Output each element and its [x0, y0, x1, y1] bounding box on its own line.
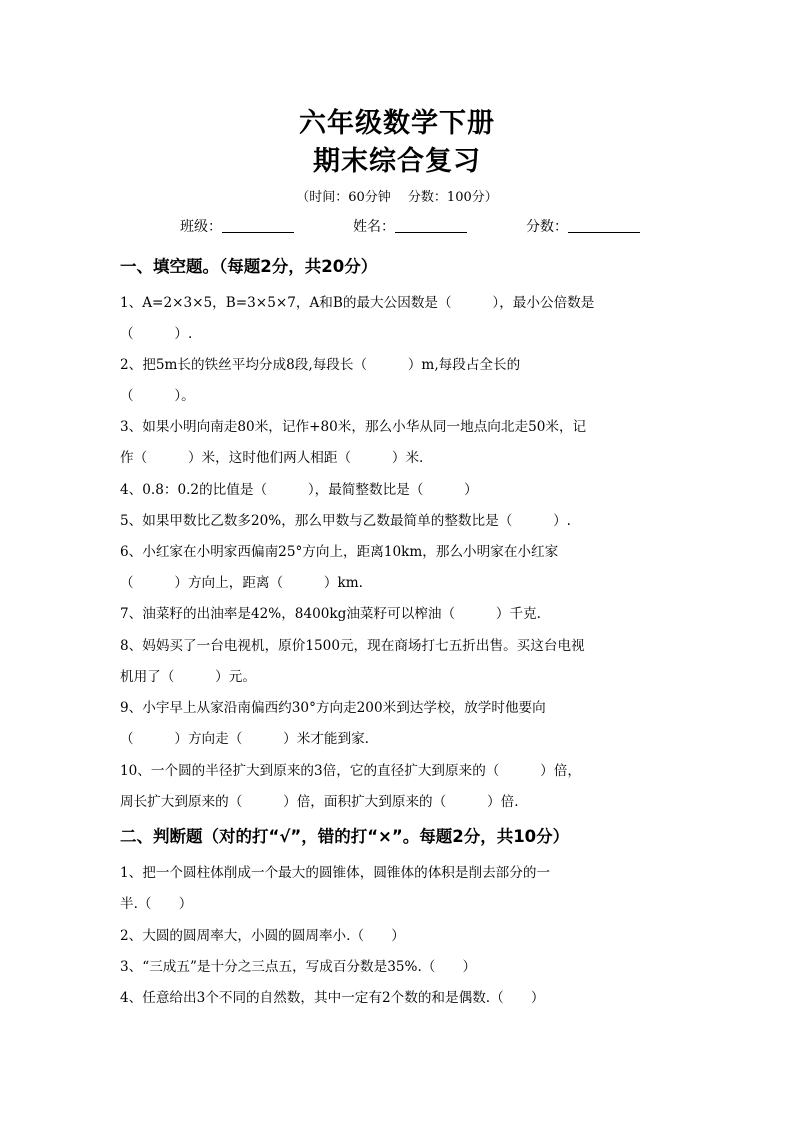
exam-meta: （时间：60分钟 分数：100分） [296, 190, 498, 205]
question-line: 作（ ）米，这时他们两人相距（ ）米. [120, 450, 424, 466]
question-line: （ ）方向上，距离（ ）km. [120, 575, 363, 591]
section-2-heading: 二、判断题（对的打“√”，错的打“×”。每题2分，共10分） [120, 827, 570, 846]
name-field [353, 216, 467, 236]
section-1-heading: 一、填空题。（每题2分，共20分） [120, 257, 378, 276]
question-line: 1、把一个圆柱体削成一个最大的圆锥体，圆锥体的体积是削去部分的一 [120, 865, 551, 881]
question-line: 3、“三成五”是十分之三点五，写成百分数是35%.（ ） [120, 959, 477, 975]
question-line: 2、大圆的圆周率大，小圆的圆周率小.（ ） [120, 928, 405, 944]
question-line: 5、如果甲数比乙数多20%，那么甲数与乙数最简单的整数比是（ ）. [120, 513, 571, 529]
class-field [180, 216, 294, 236]
question-line: 7、油菜籽的出油率是42%，8400kg油菜籽可以榨油（ ）千克. [120, 606, 541, 622]
question-line: （ ）。 [120, 388, 195, 404]
question-line: 9、小宇早上从家沿南偏西约30°方向走200米到达学校，放学时他要向 [120, 700, 546, 716]
class-blank[interactable] [222, 218, 294, 233]
question-line: 机用了（ ）元。 [120, 669, 256, 685]
question-line: 4、任意给出3个不同的自然数，其中一定有2个数的和是偶数.（ ） [120, 990, 545, 1006]
question-line: 周长扩大到原来的（ ）倍，面积扩大到原来的（ ）倍. [120, 794, 519, 810]
score-blank[interactable] [568, 218, 640, 233]
question-line: 2、把5m长的铁丝平均分成8段,每段长（ ）m,每段占全长的 [120, 357, 521, 373]
question-line: （ ）方向走（ ）米才能到家. [120, 731, 370, 747]
question-line: 8、妈妈买了一台电视机，原价1500元，现在商场打七五折出售。买这台电视 [120, 638, 585, 654]
question-line: 4、0.8：0.2的比值是（ ），最简整数比是（ ） [120, 482, 478, 498]
question-line: 半.（ ） [120, 896, 193, 912]
question-line: 6、小红家在小明家西偏南25°方向上，距离10km，那么小明家在小红家 [120, 544, 559, 560]
student-info-row [180, 216, 640, 236]
question-line: 3、如果小明向南走80米，记作+80米，那么小华从同一地点向北走50米，记 [120, 419, 587, 435]
class-label: 班级： [180, 219, 222, 235]
name-blank[interactable] [395, 218, 467, 233]
title-line-1: 六年级数学下册 [299, 108, 495, 139]
score-label: 分数： [526, 219, 568, 235]
question-line: 1、A=2×3×5，B=3×5×7，A和B的最大公因数是（ ），最小公倍数是 [120, 295, 595, 311]
title-line-2: 期末综合复习 [313, 146, 481, 177]
score-field [526, 216, 640, 236]
question-line: （ ）. [120, 326, 193, 342]
question-line: 10、一个圆的半径扩大到原来的3倍，它的直径扩大到原来的（ ）倍， [120, 763, 581, 779]
name-label: 姓名： [353, 219, 395, 235]
